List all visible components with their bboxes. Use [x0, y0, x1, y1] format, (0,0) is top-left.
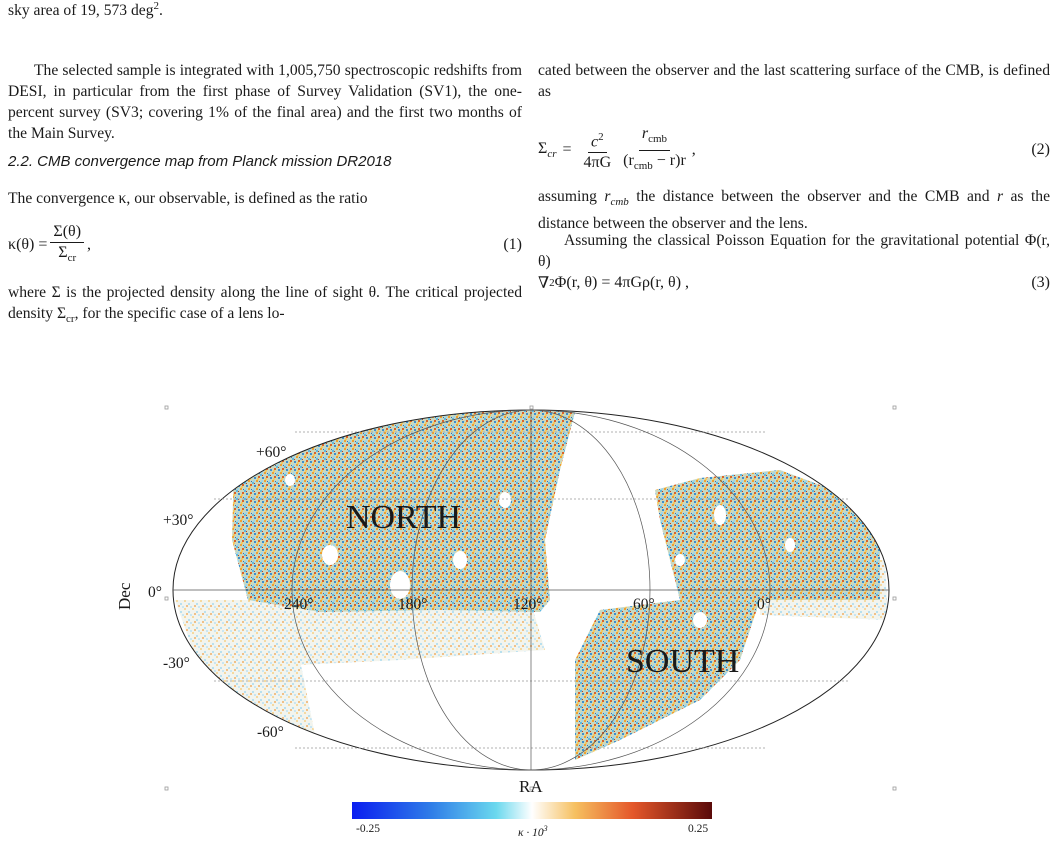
eq2-den2-open: (r	[623, 151, 634, 169]
eq2-den2	[620, 151, 689, 175]
eq2-den2-rest: − r)r	[652, 151, 686, 169]
eq3-sup: 2	[549, 277, 555, 289]
region-label-north: NORTH	[346, 499, 462, 536]
col2-para2-b: the distance between the observer and the CMB and	[628, 188, 997, 205]
ra-label-60: 60°	[633, 596, 655, 613]
top-fragment-text: sky area of 19, 573 deg	[8, 2, 154, 20]
eq1-fraction	[50, 223, 84, 267]
eq1-lhs: κ(θ) =	[8, 236, 48, 253]
col1-para3-rest: , for the specific case of a lens lo-	[74, 305, 285, 322]
col2-paragraph-2	[538, 186, 1050, 234]
ra-label-180: 180°	[398, 596, 428, 613]
colorbar-max: 0.25	[688, 823, 709, 835]
colorbar-label	[518, 824, 548, 839]
col2-para2-rcmb-sub: cmb	[610, 196, 629, 209]
axis-label-dec: Dec	[115, 582, 134, 610]
top-fragment-end: .	[159, 2, 163, 20]
eq2-fraction-2	[620, 125, 689, 174]
colorbar	[352, 802, 712, 819]
eq2-lhs	[538, 140, 556, 160]
ra-label-120: 120°	[513, 596, 543, 613]
col2-paragraph-1: cated between the observer and the last scattering surface of the CMB, is defined as	[538, 62, 1050, 100]
eq2-num2	[639, 125, 670, 150]
equation-2	[538, 126, 1050, 174]
colorbar-label-text: κ · 10	[518, 827, 544, 839]
eq2-den2-sub: cmb	[633, 159, 653, 172]
eq2-num1-symbol: c	[591, 133, 599, 151]
faded-region-south	[175, 650, 320, 760]
top-fragment	[8, 0, 488, 21]
eq1-den-symbol: Σ	[58, 243, 68, 261]
eq2-num1	[588, 128, 607, 153]
col2-para2-r: r	[996, 188, 1004, 205]
eq2-equals: =	[562, 141, 572, 158]
equation-1	[8, 222, 522, 268]
col1-paragraph-3	[8, 282, 522, 330]
sky-map-figure	[0, 395, 1056, 842]
col2-paragraph-3: Assuming the classical Poisson Equation for the gravitational potential Φ(r, θ)	[538, 232, 1050, 270]
axis-label-ra: RA	[519, 777, 543, 796]
eq3-number: (3)	[1031, 274, 1050, 291]
section-heading: 2.2. CMB convergence map from Planck mission DR2018	[8, 153, 392, 170]
col1-paragraph-2: The convergence κ, our observable, is defined as the ratio	[8, 190, 368, 207]
eq3-nabla: ∇	[538, 275, 550, 292]
dec-label-minus30: -30°	[163, 655, 190, 672]
dec-label-minus60: -60°	[257, 724, 284, 741]
dec-label-0: 0°	[148, 584, 162, 601]
eq2-num1-sup: 2	[598, 130, 604, 143]
col2-para2-c: as the distance between the observer and the lens.	[538, 188, 1050, 233]
colorbar-min: -0.25	[356, 823, 380, 835]
eq1-denominator	[55, 243, 79, 267]
eq2-lhs-sub: cr	[547, 148, 557, 161]
eq1-den-sub: cr	[67, 252, 77, 265]
eq2-tail: ,	[691, 141, 696, 158]
dec-label-plus60: +60°	[256, 444, 287, 461]
colorbar-label-sup: 3	[543, 824, 548, 833]
equation-3	[538, 270, 1050, 296]
eq1-number: (1)	[503, 236, 522, 253]
top-fragment-sup: 2	[153, 0, 159, 12]
eq2-num2-symbol: r	[641, 125, 649, 143]
col2-para2-rcmb: r	[604, 188, 611, 205]
ra-label-0: 0°	[757, 596, 771, 613]
eq1-tail: ,	[87, 236, 92, 253]
region-label-south: SOUTH	[626, 643, 740, 680]
eq2-num2-sub: cmb	[648, 133, 668, 146]
eq2-den1: 4πG	[583, 154, 612, 172]
eq2-fraction-1	[581, 128, 615, 172]
ra-label-240: 240°	[284, 596, 314, 613]
eq2-lhs-symbol: Σ	[538, 139, 548, 157]
eq1-numerator: Σ(θ)	[50, 223, 84, 243]
dec-label-plus30: +30°	[163, 512, 194, 529]
col1-para3-sub: cr	[66, 313, 75, 326]
col1-paragraph-1: The selected sample is integrated with 1,005,750 spectroscopic redshifts from DESI, in particular from the first phase of Survey Validation (SV1), the one-percent survey (SV3; covering 1% of the final area) and the first two months of the Main Survey.	[8, 62, 522, 142]
eq2-number: (2)	[1031, 141, 1050, 158]
eq3-rest: Φ(r, θ) = 4πGρ(r, θ) ,	[554, 274, 690, 291]
col2-para2-a: assuming	[538, 188, 605, 205]
col1-para3-text: where Σ is the projected density along the line of sight θ. The critical projected density Σ	[8, 284, 522, 322]
